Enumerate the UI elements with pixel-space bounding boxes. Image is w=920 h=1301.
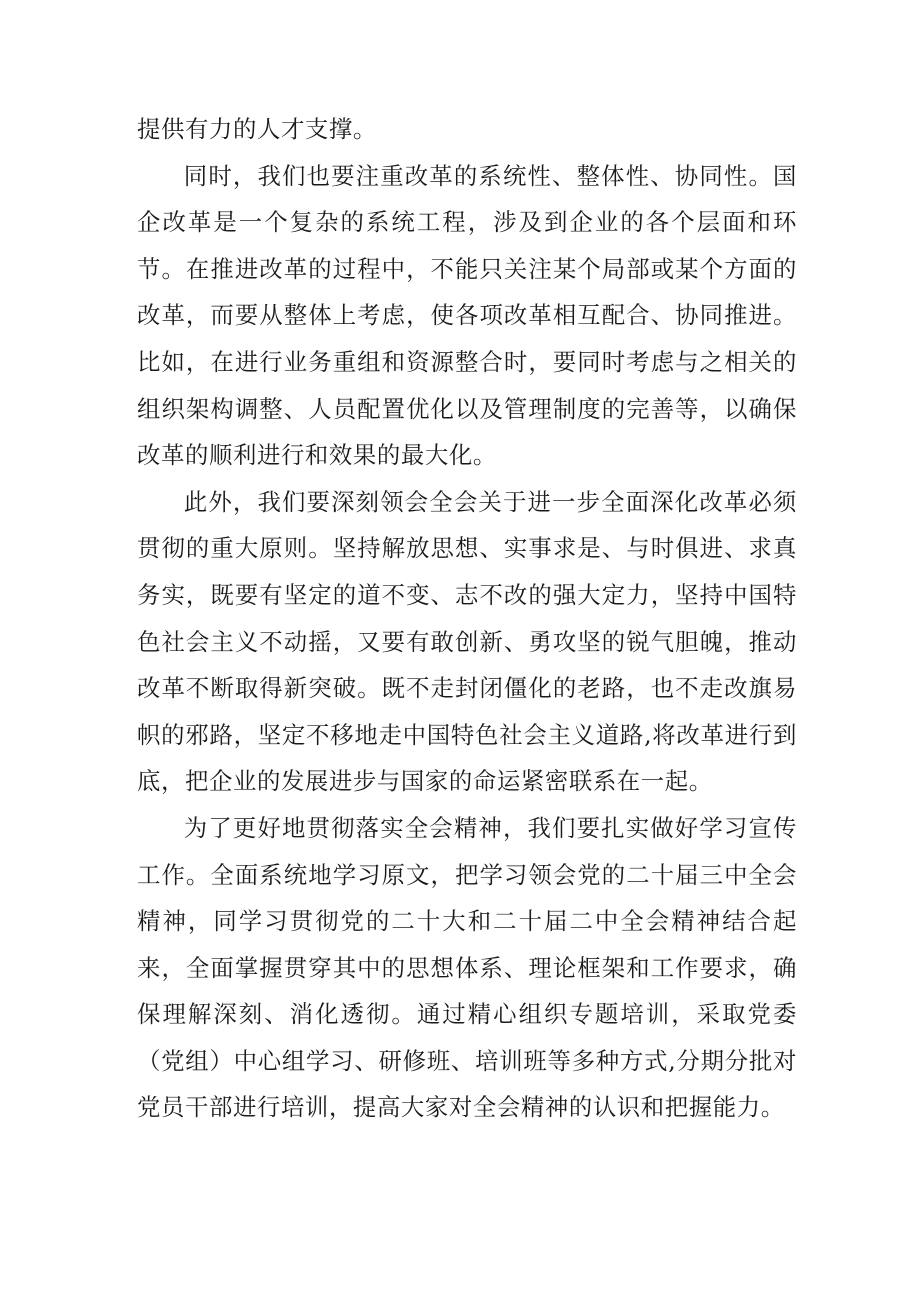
paragraph-2: 同时，我们也要注重改革的系统性、整体性、协同性。国企改革是一个复杂的系统工程，涉及到企业的各个层面和环节。在推进改革的过程中，不能只关注某个局部或某个方面的改革，而要从整体上考虑，使各项改革相互配合、协同推进。比如，在进行业务重组和资源整合时，要同时考虑与之相关的组织架构调整、人员配置优化以及管理制度的完善等，以确保改革的顺利进行和效果的最大化。 [137, 161, 797, 470]
paragraph-3: 此外，我们要深刻领会全会关于进一步全面深化改革必须贯彻的重大原则。坚持解放思想、实事求是、与时俱进、求真务实，既要有坚定的道不变、志不改的强大定力，坚持中国特色社会主义不动摇，又要有敢创新、勇攻坚的锐气胆魄，推动改革不断取得新突破。既不走封闭僵化的老路，也不走改旗易帜的邪路，坚定不移地走中国特色社会主义道路,将改革进行到底，把企业的发展进步与国家的命运紧密联系在一起。 [137, 487, 797, 796]
document-body [137, 106, 797, 1131]
paragraph-1: 提供有力的人才支撑。 [137, 115, 377, 143]
paragraph-4: 为了更好地贯彻落实全会精神，我们要扎实做好学习宣传工作。全面系统地学习原文，把学习领会党的二十届三中全会精神，同学习贯彻党的二十大和二十届二中全会精神结合起来，全面掌握贯穿其中的思想体系、理论框架和工作要求，确保理解深刻、消化透彻。通过精心组织专题培训，采取党委（党组）中心组学习、研修班、培训班等多种方式,分期分批对党员干部进行培训，提高大家对全会精神的认识和把握能力。 [137, 813, 797, 1122]
